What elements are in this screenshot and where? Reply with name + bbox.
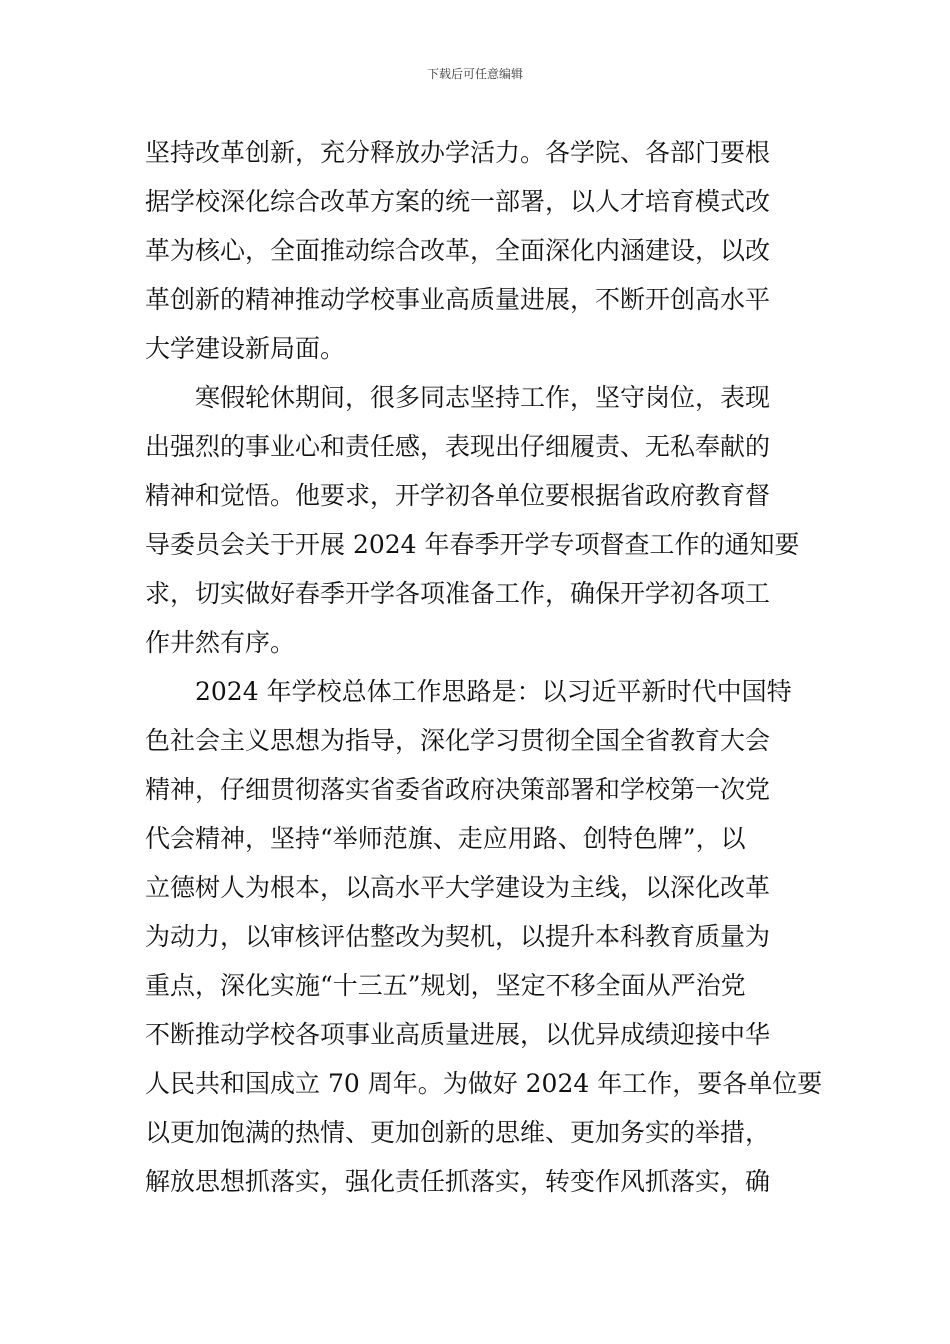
text-line: 以更加饱满的热情、更加创新的思维、更加务实的举措，	[145, 1118, 771, 1147]
text-line: 导委员会关于开展 2024 年春季开学专项督查工作的通知要	[145, 530, 800, 559]
text-line: 寒假轮休期间，很多同志坚持工作，坚守岗位，表现	[195, 383, 771, 412]
document-body	[145, 128, 823, 1206]
text-line: 立德树人为根本，以高水平大学建设为主线，以深化改革	[145, 873, 771, 902]
paragraph-2	[145, 373, 807, 667]
text-line: 代会精神，坚持“举师范旗、走应用路、创特色牌”，以	[145, 824, 746, 853]
text-line: 精神，仔细贯彻落实省委省政府决策部署和学校第一次党	[145, 775, 771, 804]
text-line: 不断推动学校各项事业高质量进展，以优异成绩迎接中华	[145, 1020, 771, 1049]
text-line: 革为核心，全面推动综合改革，全面深化内涵建设，以改	[145, 236, 771, 265]
paragraph-1	[145, 128, 807, 373]
page-header: 下载后可任意编辑	[426, 67, 523, 81]
text-line: 重点，深化实施“十三五”规划，坚定不移全面从严治党	[145, 971, 746, 1000]
text-line: 坚持改革创新，充分释放办学活力。各学院、各部门要根	[145, 138, 771, 167]
text-line: 色社会主义思想为指导，深化学习贯彻全国全省教育大会	[145, 726, 771, 755]
text-line: 为动力，以审核评估整改为契机，以提升本科教育质量为	[145, 922, 771, 951]
text-line: 解放思想抓落实，强化责任抓落实，转变作风抓落实，确	[145, 1167, 771, 1196]
text-line: 2024 年学校总体工作思路是：以习近平新时代中国特	[195, 677, 792, 706]
text-line: 求，切实做好春季开学各项准备工作，确保开学初各项工	[145, 579, 771, 608]
text-line: 作井然有序。	[145, 628, 296, 657]
text-line: 人民共和国成立 70 周年。为做好 2024 年工作，要各单位要	[145, 1069, 823, 1098]
text-line: 出强烈的事业心和责任感，表现出仔细履责、无私奉献的	[145, 432, 771, 461]
text-line: 据学校深化综合改革方案的统一部署，以人才培育模式改	[145, 187, 771, 216]
text-line: 大学建设新局面。	[145, 334, 346, 363]
paragraph-3	[145, 667, 823, 1206]
text-line: 革创新的精神推动学校事业高质量进展，不断开创高水平	[145, 285, 771, 314]
text-line: 精神和觉悟。他要求，开学初各单位要根据省政府教育督	[145, 481, 771, 510]
